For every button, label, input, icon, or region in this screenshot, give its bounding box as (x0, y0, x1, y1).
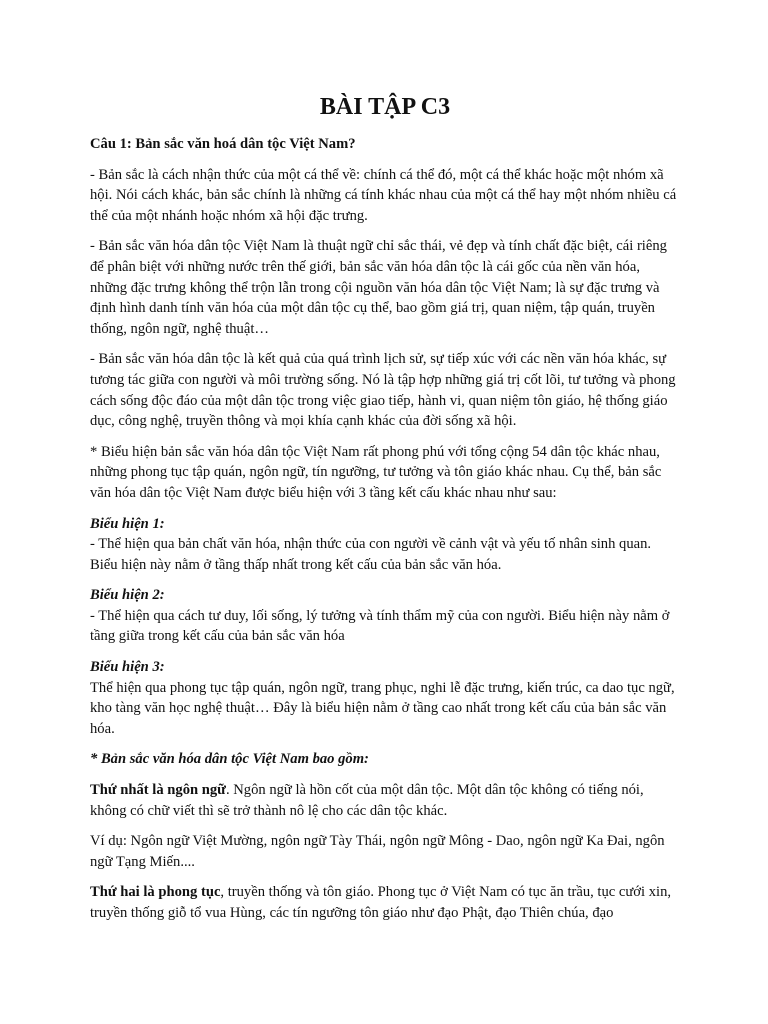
expression-2-text: - Thể hiện qua cách tư duy, lối sống, lý tưởng và tính thẩm mỹ của con người. Biểu hiện này nằm ở tầng giữa trong kết cấu của bản sắc văn hóa (90, 607, 670, 645)
expression-3-text: Thể hiện qua phong tục tập quán, ngôn ngữ, trang phục, nghi lễ đặc trưng, kiến trúc, ca dao tục ngữ, kho tàng văn học nghệ thuật… Đây là biểu hiện nằm ở tầng cao nhất trong kết cấu của bản sắc văn hóa. (90, 679, 675, 737)
document-page (90, 92, 680, 934)
paragraph-expressions-intro: * Biểu hiện bản sắc văn hóa dân tộc Việt Nam rất phong phú với tổng cộng 54 dân tộc khác nhau, những phong tục tập quán, ngôn ngữ, tín ngưỡng, tư tưởng và tôn giáo khác nhau. Cụ thể, bản sắc văn hóa dân tộc Việt Nam được biểu hiện với 3 tầng kết cấu khác nhau như sau: (90, 443, 662, 501)
paragraph-language (90, 780, 680, 821)
page-title: BÀI TẬP C3 (319, 94, 451, 120)
expression-2-title: Biểu hiện 2: (90, 587, 165, 604)
section-heading-includes: * Bản sắc văn hóa dân tộc Việt Nam bao gồm: (90, 751, 369, 768)
paragraph-customs (90, 882, 680, 923)
customs-lead: Thứ hai là phong tục (90, 884, 221, 901)
language-lead: Thứ nhất là ngôn ngữ (90, 782, 226, 799)
paragraph-national-identity: - Bản sắc văn hóa dân tộc Việt Nam là thuật ngữ chỉ sắc thái, vẻ đẹp và tính chất đặc biệt, cái riêng để phân biệt với những nước trên thế giới, bản sắc văn hóa dân tộc là cái gốc của nền văn hóa, những đặc trưng không thể trộn lẫn trong cội nguồn văn hóa dân tộc Việt Nam; là sự đặc trưng và định hình danh tính văn hóa của một dân tộc cụ thể, bao gồm giá trị, quan niệm, tập quán, truyền thống, ngôn ngữ, nghệ thuật… (90, 238, 667, 337)
expression-1-text: - Thể hiện qua bản chất văn hóa, nhận thức của con người về cảnh vật và yếu tố nhân sinh quan. Biểu hiện này nằm ở tầng thấp nhất trong kết cấu của bản sắc văn hóa. (90, 536, 652, 573)
expression-2-block (90, 585, 680, 647)
expression-1-block (90, 514, 680, 576)
question-heading: Câu 1: Bản sắc văn hoá dân tộc Việt Nam? (90, 136, 356, 152)
customs-text: , truyền thống và tôn giáo. Phong tục ở Việt Nam có tục ăn trầu, tục cưới xin, truyền thống giỗ tổ vua Hùng, các tín ngưỡng tôn giáo như đạo Phật, đạo Thiên chúa, đạo (90, 884, 672, 921)
paragraph-identity-definition: - Bản sắc là cách nhận thức của một cá thể về: chính cá thể đó, một cá thể khác hoặc một nhóm xã hội. Nói cách khác, bản sắc chính là những cá tính khác nhau của một cá thể hay một nhóm nhiều cá thể của một nhánh hoặc nhóm xã hội đặc trưng. (90, 166, 677, 224)
language-text: . Ngôn ngữ là hồn cốt của một dân tộc. Một dân tộc không có tiếng nói, không có chữ viết thì sẽ trở thành nô lệ cho các dân tộc khác. (90, 782, 644, 819)
paragraph-language-example: Ví dụ: Ngôn ngữ Việt Mường, ngôn ngữ Tày Thái, ngôn ngữ Mông - Dao, ngôn ngữ Ka Đai, ngôn ngữ Tạng Miến.... (90, 833, 665, 870)
paragraph-historical-result: - Bản sắc văn hóa dân tộc là kết quả của quá trình lịch sử, sự tiếp xúc với các nền văn hóa khác, sự tương tác giữa con người và môi trường sống. Nó là tập hợp những giá trị cốt lõi, tư tưởng và phong cách sống độc đáo của một dân tộc trong việc giao tiếp, hành vi, quan niệm tôn giáo, hệ thống giáo dục, công nghệ, truyền thông và mọi khía cạnh khác của đời sống xã hội. (90, 351, 676, 430)
expression-3-title: Biểu hiện 3: (90, 659, 165, 676)
expression-3-block (90, 657, 680, 739)
expression-1-title: Biểu hiện 1: (90, 515, 165, 532)
